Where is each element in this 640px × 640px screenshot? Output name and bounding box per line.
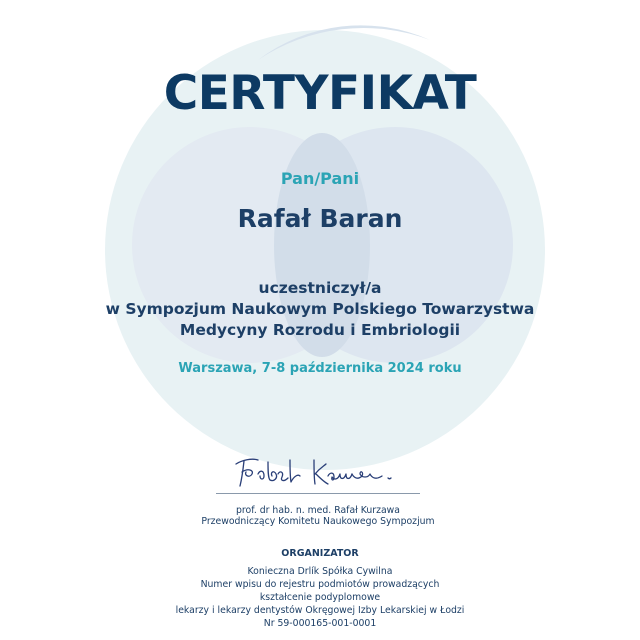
organizer-education-line: kształcenie podyplomowe — [259, 592, 381, 603]
body-line-society: Medycyny Rozrodu i Embriologii — [179, 321, 461, 339]
organizer-chamber-line: lekarzy i lekarzy dentystów Okręgowej Izby Lekarskiej w Łodzi — [175, 605, 465, 616]
organizer-registry-number: Nr 59-000165-001-0001 — [263, 618, 377, 629]
organizer-heading: ORGANIZATOR — [281, 548, 359, 559]
recipient-name: Rafał Baran — [237, 204, 403, 233]
organizer-registry-line: Numer wpisu do rejestru podmiotów prowadzących — [200, 579, 440, 590]
event-place-date: Warszawa, 7-8 października 2024 roku — [178, 361, 462, 376]
body-line-participated: uczestniczył/a — [258, 279, 382, 297]
body-line-event: w Sympozjum Naukowym Polskiego Towarzystwa — [105, 300, 535, 318]
signature-line — [216, 493, 420, 494]
handwritten-signature — [228, 452, 418, 492]
signatory-role: Przewodniczący Komitetu Naukowego Sympozjum — [201, 516, 435, 527]
signatory-name: prof. dr hab. n. med. Rafał Kurzawa — [236, 505, 400, 516]
certificate-title: CERTYFIKAT — [163, 66, 477, 121]
salutation: Pan/Pani — [280, 169, 360, 188]
organizer-name: Konieczna Drlík Spółka Cywilna — [247, 566, 393, 577]
